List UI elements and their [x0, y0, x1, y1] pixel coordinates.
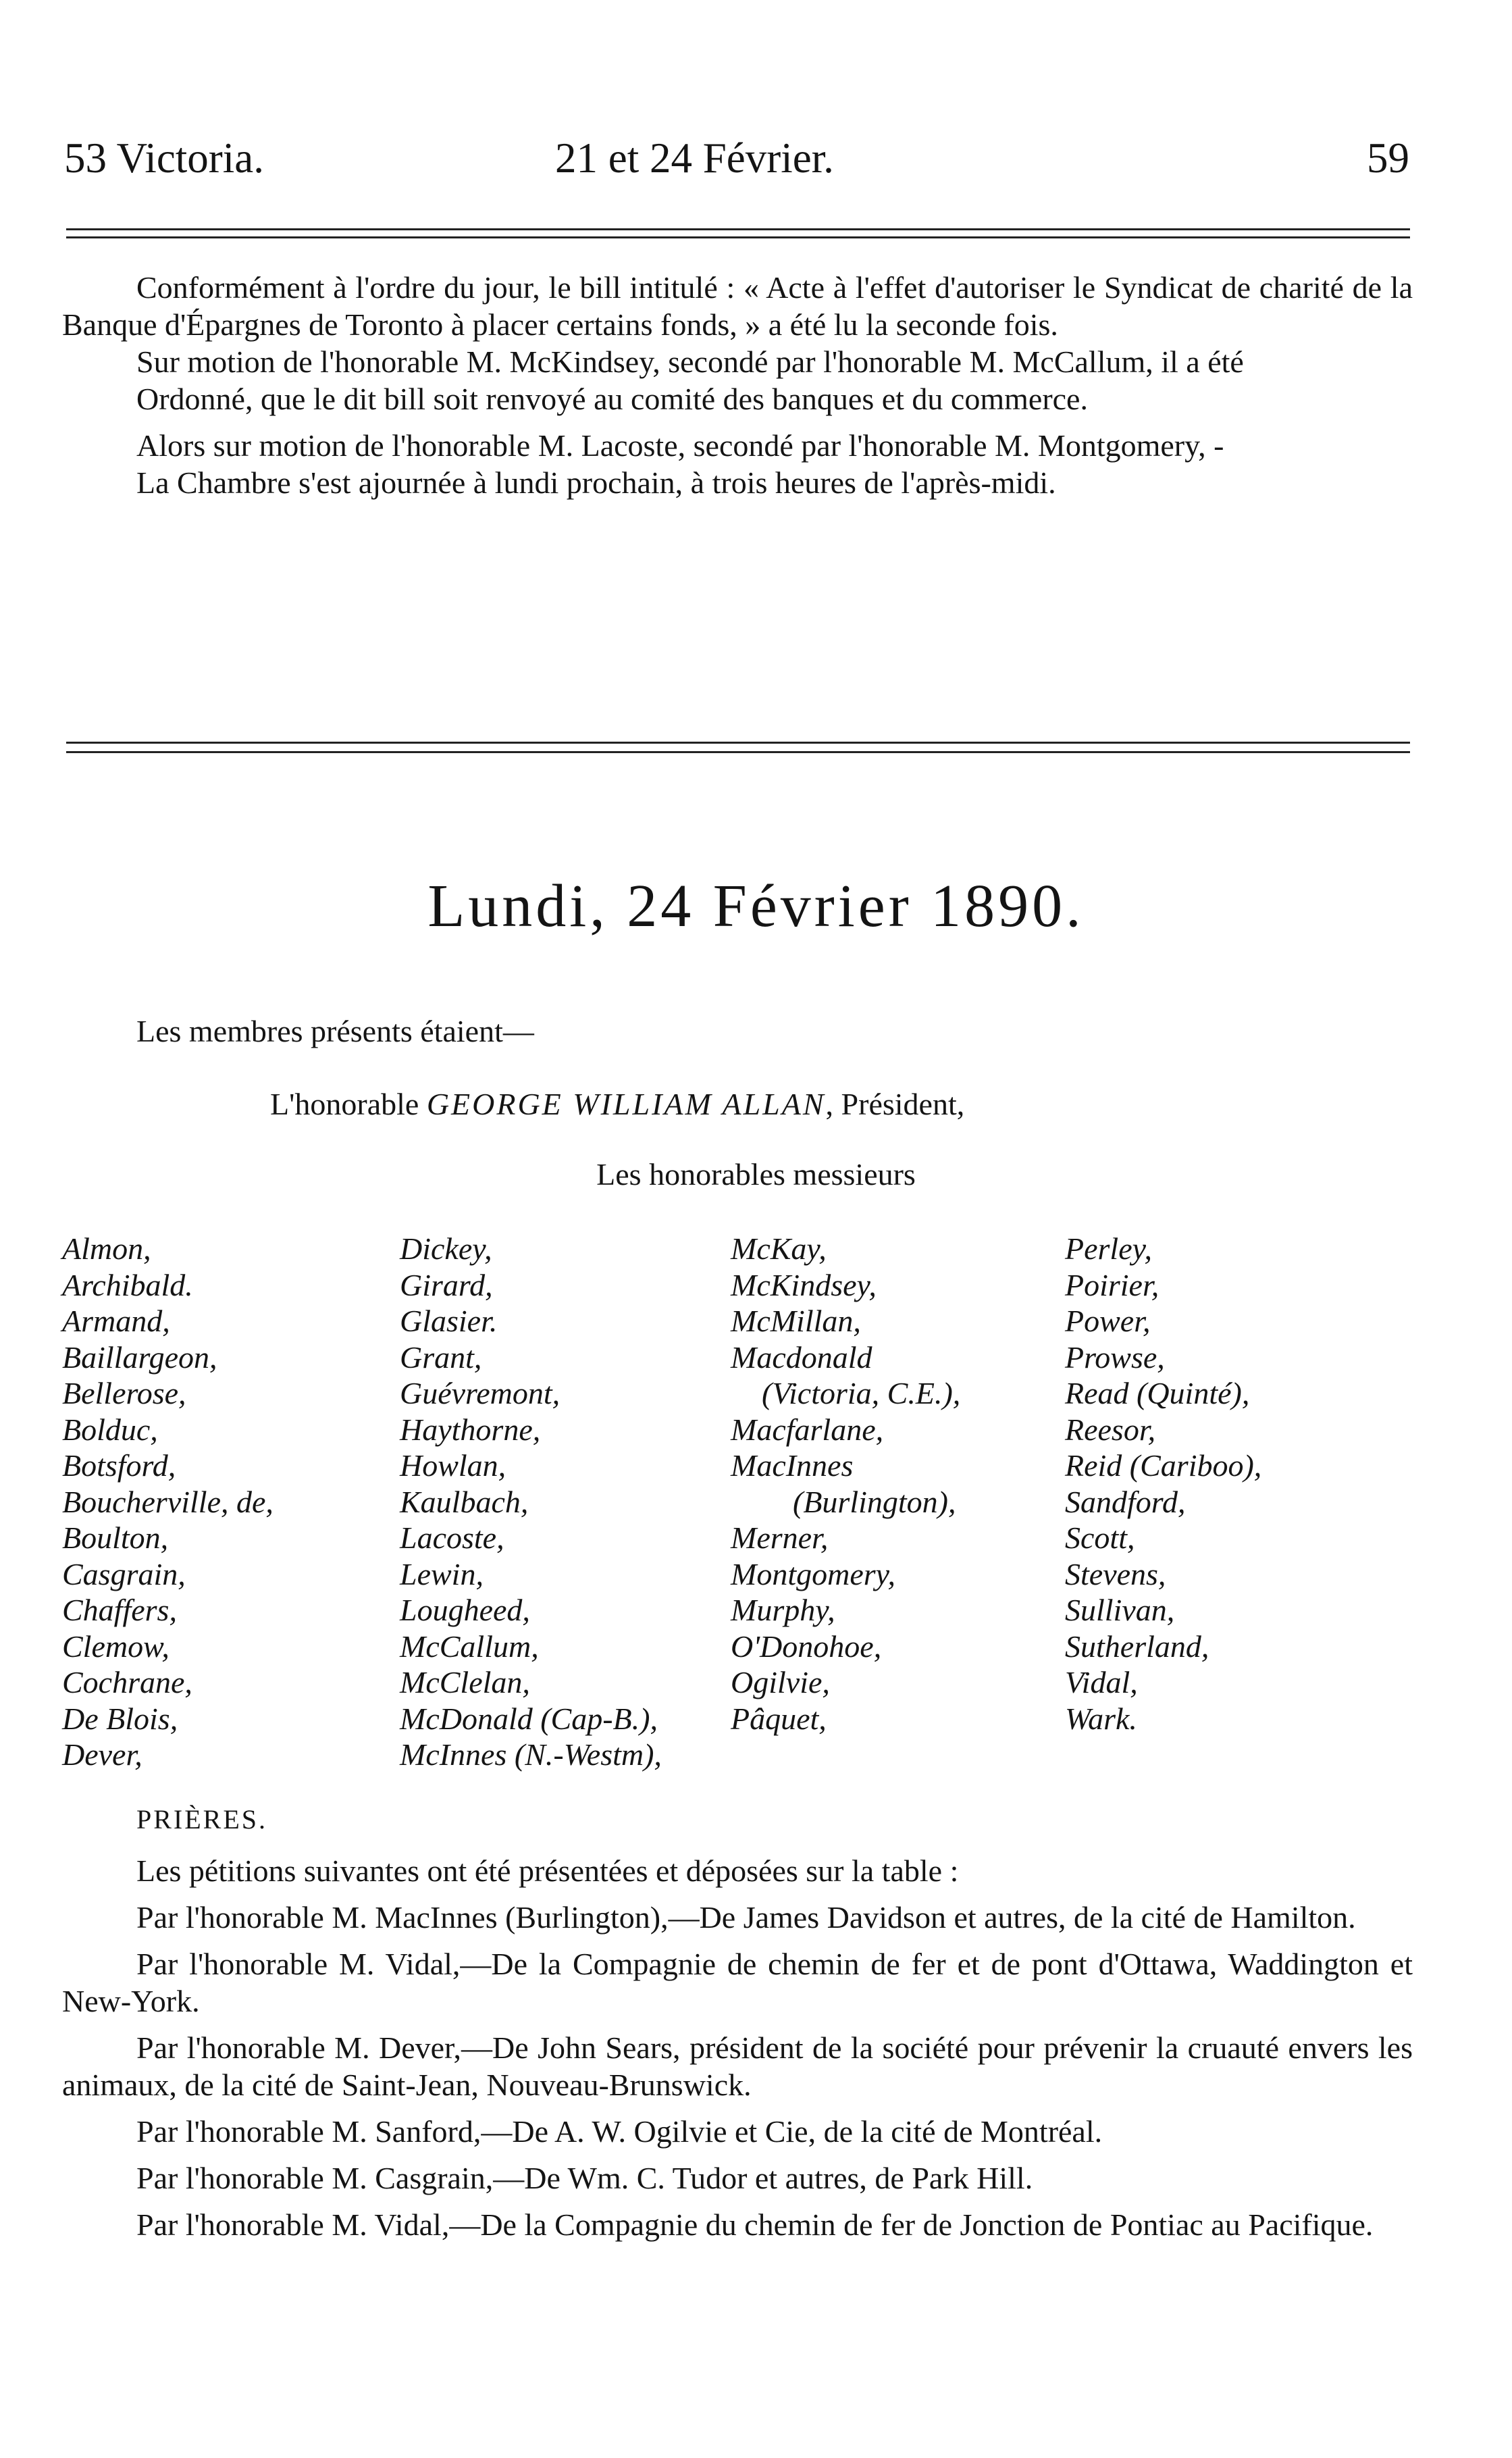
member-name: Macdonald: [731, 1339, 872, 1375]
member-name: [1065, 1737, 1261, 1773]
header-double-rule: [66, 228, 1410, 238]
member-name: Montgomery,: [731, 1556, 896, 1591]
member-name: McKindsey,: [731, 1267, 877, 1302]
paragraph-adjournment: La Chambre s'est ajournée à lundi prochain, à trois heures de l'après-midi.: [136, 465, 1056, 500]
running-header: [0, 134, 1512, 195]
member-name: Botsford,: [62, 1448, 176, 1483]
members-column-4: [1065, 1231, 1261, 1773]
paragraph-petition: Par l'honorable M. Casgrain,—De Wm. C. Tudor et autres, de Park Hill.: [136, 2161, 1033, 2195]
member-name: Kaulbach,: [400, 1484, 529, 1519]
paragraph-motion-adjourn: Alors sur motion de l'honorable M. Lacoste, secondé par l'honorable M. Montgomery, -: [136, 428, 1224, 463]
paragraph-petition: Par l'honorable M. Vidal,—De la Compagnie du chemin de fer de Jonction de Pontiac au Pacifique.: [136, 2207, 1374, 2242]
previous-sitting-text: [62, 269, 1413, 501]
members-list: [62, 1231, 1413, 1785]
sitting-date-title: Lundi, 24 Février 1890.: [427, 873, 1085, 940]
member-name: Pâquet,: [731, 1701, 827, 1736]
president-line: [270, 1086, 964, 1122]
member-name: Ogilvie,: [731, 1665, 830, 1699]
member-name: Boulton,: [62, 1520, 169, 1555]
member-name: McMillan,: [731, 1304, 861, 1338]
member-name: Boucherville, de,: [62, 1484, 273, 1519]
page-number: 59: [1367, 134, 1409, 182]
member-name: Poirier,: [1065, 1267, 1159, 1302]
member-name: O'Donohoe,: [731, 1629, 882, 1664]
petitions-text: [62, 1852, 1413, 2243]
member-name: Wark.: [1065, 1701, 1137, 1736]
member-name: Chaffers,: [62, 1593, 177, 1627]
member-name: Clemow,: [62, 1629, 170, 1664]
paragraph-petition: Par l'honorable M. Vidal,—De la Compagnie de chemin de fer et de pont d'Ottawa, Waddington et New-York.: [62, 1947, 1413, 2018]
president-suffix: , Président,: [825, 1087, 965, 1121]
members-column-2: [400, 1231, 662, 1773]
member-name: Almon,: [62, 1231, 151, 1266]
member-name: Casgrain,: [62, 1556, 186, 1591]
member-name: Grant,: [400, 1339, 482, 1375]
member-name: Girard,: [400, 1267, 493, 1302]
paragraph-petition: Par l'honorable M. Sanford,—De A. W. Ogilvie et Cie, de la cité de Montréal.: [136, 2114, 1103, 2149]
member-name: Macfarlane,: [731, 1412, 884, 1447]
member-name: Reesor,: [1065, 1412, 1156, 1447]
member-name: Stevens,: [1065, 1556, 1166, 1591]
paragraph-motion-referral: Sur motion de l'honorable M. McKindsey, secondé par l'honorable M. McCallum, il a été: [136, 344, 1244, 379]
member-name: De Blois,: [62, 1701, 178, 1736]
member-name: Read (Quinté),: [1065, 1376, 1250, 1410]
member-name: (Victoria, C.E.),: [731, 1376, 961, 1410]
president-name: GEORGE WILLIAM ALLAN: [426, 1087, 826, 1121]
header-dates: 21 et 24 Février.: [555, 134, 834, 182]
member-name: Dever,: [62, 1737, 142, 1772]
member-name: Lacoste,: [400, 1520, 504, 1555]
member-name: Baillargeon,: [62, 1339, 217, 1375]
member-name: Archibald.: [62, 1267, 193, 1302]
member-name: Howlan,: [400, 1448, 506, 1483]
paragraph-order-committee: Ordonné, que le dit bill soit renvoyé au comité des banques et du commerce.: [136, 382, 1088, 416]
member-name: Glasier.: [400, 1304, 498, 1338]
header-session: 53 Victoria.: [64, 134, 264, 182]
member-name: Perley,: [1065, 1231, 1152, 1266]
paragraph-petitions-intro: Les pétitions suivantes ont été présentées et déposées sur la table :: [136, 1853, 959, 1888]
member-name: Power,: [1065, 1304, 1151, 1338]
member-name: Lougheed,: [400, 1593, 530, 1627]
prayers-heading: PRIÈRES.: [136, 1804, 268, 1835]
member-name: Armand,: [62, 1304, 170, 1338]
member-name: Cochrane,: [62, 1665, 192, 1699]
member-name: Lewin,: [400, 1556, 484, 1591]
member-name: Vidal,: [1065, 1665, 1138, 1699]
member-name: MacInnes: [731, 1448, 854, 1483]
member-name: Bellerose,: [62, 1376, 186, 1410]
paragraph-petition: Par l'honorable M. MacInnes (Burlington),—De James Davidson et autres, de la cité de Hamilton.: [136, 1900, 1356, 1935]
section-double-rule: [66, 742, 1410, 753]
member-name: [731, 1737, 960, 1773]
member-name: Reid (Cariboo),: [1065, 1448, 1262, 1483]
paragraph-bill-second-reading: Conformément à l'ordre du jour, le bill intitulé : « Acte à l'effet d'autoriser le Syndicat de charité de la Banque d'Épargnes de Toronto à placer certains fonds, » a été lu la seconde fois.: [62, 270, 1413, 342]
member-name: Bolduc,: [62, 1412, 158, 1447]
member-name: Guévremont,: [400, 1376, 561, 1410]
member-name: McKay,: [731, 1231, 827, 1266]
member-name: McClelan,: [400, 1665, 530, 1699]
honorables-heading: Les honorables messieurs: [596, 1157, 916, 1192]
member-name: Sutherland,: [1065, 1629, 1209, 1664]
member-name: Scott,: [1065, 1520, 1135, 1555]
member-name: Haythorne,: [400, 1412, 541, 1447]
member-name: Dickey,: [400, 1231, 492, 1266]
members-present-intro: Les membres présents étaient—: [136, 1014, 534, 1048]
member-name: Prowse,: [1065, 1339, 1165, 1375]
member-name: McDonald (Cap-B.),: [400, 1701, 658, 1736]
member-name: McCallum,: [400, 1629, 539, 1664]
member-name: Sandford,: [1065, 1484, 1186, 1519]
member-name: (Burlington),: [731, 1484, 956, 1519]
members-column-3: [731, 1231, 960, 1773]
members-column-1: [62, 1231, 273, 1773]
member-name: Murphy,: [731, 1593, 835, 1627]
paragraph-petition: Par l'honorable M. Dever,—De John Sears, président de la société pour prévenir la cruauté envers les animaux, de la cité de Saint-Jean, Nouveau-Brunswick.: [62, 2030, 1413, 2102]
member-name: Sullivan,: [1065, 1593, 1175, 1627]
member-name: Merner,: [731, 1520, 829, 1555]
president-prefix: L'honorable: [270, 1087, 419, 1121]
member-name: McInnes (N.-Westm),: [400, 1737, 662, 1772]
